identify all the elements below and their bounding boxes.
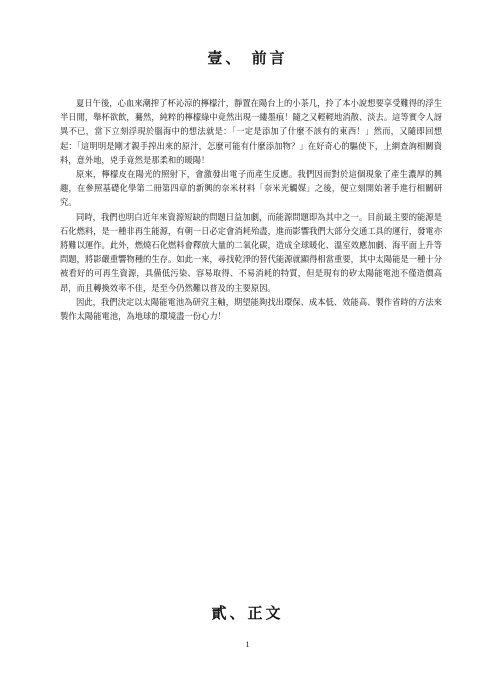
paragraph-2: 原來，檸檬皮在陽光的照射下，會激發出電子而產生反應。我們因而對於這個現象了產生濃厚的興趣，在參照基礎化學第二冊第四章的新興的奈米材料「奈米光觸媒」之後，便立刻開始著手進行相關研究。 xyxy=(60,169,442,208)
page-number: 1 xyxy=(245,640,250,649)
paragraph-4: 因此，我們決定以太陽能電池為研究主軸，期望能夠找出環保、成本低、效能高、製作省時的方法來製作太陽能電池，為地球的環境盡一份心力！ xyxy=(60,296,442,322)
section-title-preface: 壹、 前言 xyxy=(207,49,288,67)
paragraph-3: 同時，我們也明白近年來資源短缺的問題日益加劇，而能源問題即為其中之一。目前最主要的能源是石化燃料，是一種非再生能源，有朝一日必定會消耗殆盡，進而影響我們大部分交通工具的運行，發電亦將難以運作。此外，燃燒石化燃料會釋放大量的二氧化碳，造成全球暖化、溫室效應加劇、海平面上升等問題，將影嚴重響物種的生存。如此一來，尋找乾淨的替代能源就顯得相當重要，其中太陽能是一種十分被看好的可再生資源，具備低污染、容易取得、不易消耗的特質，但是現有的矽太陽能電池不僅造價高昂，而且轉換效率不佳，是至今仍然難以普及的主要原因。 xyxy=(60,211,442,293)
paragraph-1: 夏日午後，心血來潮搾了杯沁涼的檸檬汁，靜置在陽台上的小茶几，拎了本小說想要享受難得的浮生半日閒，舉杯欲飲，驀然，純粹的檸檬綠中竟然出現一縷墨痕！隨之又輕輕地消散、淡去。這等實令人訝異不已，當下立刻浮現於腦海中的想法就是：「一定是添加了什麼不該有的東西！」然而，又隨即回想起：「這明明是剛才親手搾出來的原汁，怎麼可能有什麼添加物？」在好奇心的驅使下，上網查詢相關資料，意外地，兇手竟然是那柔和的暖陽！ xyxy=(60,98,442,165)
preface-body xyxy=(60,96,442,323)
section-title-main-text: 貳、正文 xyxy=(211,604,284,622)
